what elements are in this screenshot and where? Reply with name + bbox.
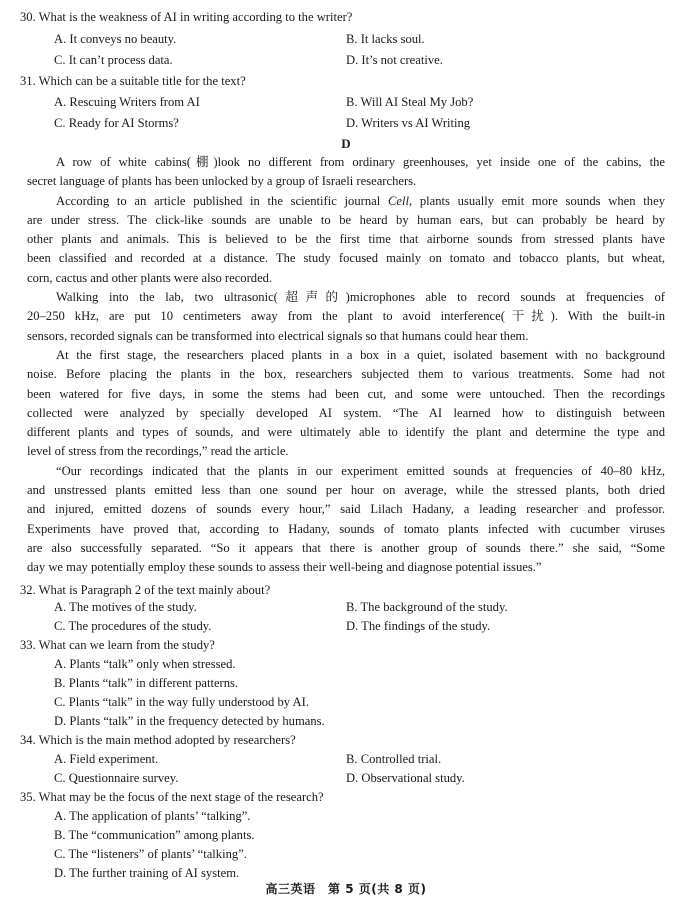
question-32-stem: 32. What is Paragraph 2 of the text mainly about? xyxy=(20,583,271,597)
question-34-stem: 34. Which is the main method adopted by researchers? xyxy=(20,733,296,747)
p4-line-4: collected were analyzed by specially developed AI system. “The AI learned how to distinguish between xyxy=(27,405,665,420)
page-footer: 高三英语 第 5 页(共 8 页) xyxy=(265,882,427,896)
section-label: D xyxy=(341,136,351,151)
q34-option-c: C. Questionnaire survey. xyxy=(54,771,179,785)
q35-option-c: C. The “listeners” of plants’ “talking”. xyxy=(54,847,247,861)
p5-line-3: and injured, emitted dozens of sounds every hour,” said Lilach Hadany, a leading researcher and professor. xyxy=(27,502,665,517)
p3-line-2: 20–250 kHz, are put 10 centimeters away from the plant to avoid interference(干扰). With the built-in xyxy=(27,309,665,324)
p4-line-2: noise. Before placing the plants in the box, researchers subjected them to various treatments. Some had not xyxy=(27,367,665,382)
p4-line-1: At the first stage, the researchers placed plants in a box in a quiet, isolated basement with no background xyxy=(56,347,665,362)
p5-line-6: day we may potentially employ these sounds to assess their well-being and diagnose potential issues.” xyxy=(27,560,542,575)
reading-passage xyxy=(27,153,665,578)
q34-option-b: B. Controlled trial. xyxy=(346,752,442,766)
q32-option-a: A. The motives of the study. xyxy=(54,600,197,614)
q33-option-b: B. Plants “talk” in different patterns. xyxy=(54,676,239,690)
q31-option-d: D. Writers vs AI Writing xyxy=(346,116,471,130)
q32-option-b: B. The background of the study. xyxy=(346,600,508,614)
question-35-stem: 35. What may be the focus of the next stage of the research? xyxy=(20,790,324,804)
p5-line-4: Experiments have proved that, according to Hadany, sounds of tomato plants infected with cucumber viruses xyxy=(27,521,665,536)
p5-line-1: “Our recordings indicated that the plants in our experiment emitted sounds at frequencies of 40–80 kHz, xyxy=(56,463,665,478)
p5-line-2: and unstressed plants emitted less than one sound per hour on average, while the stressed plants, both dried xyxy=(27,483,665,498)
q33-option-a: A. Plants “talk” only when stressed. xyxy=(54,657,236,671)
paragraph-4 xyxy=(27,346,665,462)
q30-option-d: D. It’s not creative. xyxy=(346,53,443,67)
q34-option-a: A. Field experiment. xyxy=(54,752,159,766)
paragraph-1 xyxy=(27,153,665,192)
p2-line-3: other plants and animals. This is believed to be the first time that airborne sounds from stressed plants have xyxy=(27,232,665,247)
q34-option-d: D. Observational study. xyxy=(346,771,465,785)
p1-line-2: secret language of plants has been unlocked by a group of Israeli researchers. xyxy=(27,174,417,189)
p4-line-3: been watered for five days, in some the stems had been cut, and some were untouched. Then the recordings xyxy=(27,386,665,401)
p1-line-1: A row of white cabins(棚)look no different from ordinary greenhouses, yet inside one of the cabins, the xyxy=(56,155,665,169)
p2-line-4: been classified and recorded at a distance. The study focused mainly on tomato and tobacco plants, but wheat, xyxy=(27,251,665,266)
p2-line-5: corn, cactus and other plants were also recorded. xyxy=(27,270,273,285)
p3-line-3: sensors, recorded signals can be transformed into electrical signals so that humans could hear them. xyxy=(27,328,529,343)
q35-option-a: A. The application of plants’ “talking”. xyxy=(54,809,251,823)
q33-option-c: C. Plants “talk” in the way fully understood by AI. xyxy=(54,695,309,709)
p2-line-1: According to an article published in the scientific journal Cell, plants usually emit more sounds when they xyxy=(56,193,665,208)
p2-line-2: are under stress. The click-like sounds are unable to be heard by human ears, but can probably be heard by xyxy=(27,212,665,227)
q31-option-a: A. Rescuing Writers from AI xyxy=(54,95,200,109)
q32-option-d: D. The findings of the study. xyxy=(346,619,491,633)
paragraph-5 xyxy=(27,462,665,578)
question-30-stem: 30. What is the weakness of AI in writing according to the writer? xyxy=(20,10,353,24)
p3-line-1: Walking into the lab, two ultrasonic(超声的)microphones able to record sounds at frequencies of xyxy=(56,290,665,305)
q31-option-b: B. Will AI Steal My Job? xyxy=(346,95,474,109)
q35-option-b: B. The “communication” among plants. xyxy=(54,828,255,842)
q33-option-d: D. Plants “talk” in the frequency detected by humans. xyxy=(54,714,325,728)
q30-option-a: A. It conveys no beauty. xyxy=(54,32,177,46)
q35-option-d: D. The further training of AI system. xyxy=(54,866,240,880)
p4-line-6: level of stress from the recordings,” read the article. xyxy=(27,444,289,459)
q32-option-c: C. The procedures of the study. xyxy=(54,619,212,633)
question-33-stem: 33. What can we learn from the study? xyxy=(20,638,215,652)
q31-option-c: C. Ready for AI Storms? xyxy=(54,116,179,130)
p4-line-5: different plants and types of sounds, and were ultimately able to identify the plant and determine the type and xyxy=(27,425,665,440)
q30-option-b: B. It lacks soul. xyxy=(346,32,425,46)
paragraph-3 xyxy=(27,288,665,346)
p5-line-5: are also successfully separated. “So it appears that there is another group of sounds there.” she said, “Some xyxy=(27,540,665,555)
question-31-stem: 31. Which can be a suitable title for the text? xyxy=(20,74,246,88)
paragraph-2 xyxy=(27,192,665,288)
q30-option-c: C. It can’t process data. xyxy=(54,53,173,67)
